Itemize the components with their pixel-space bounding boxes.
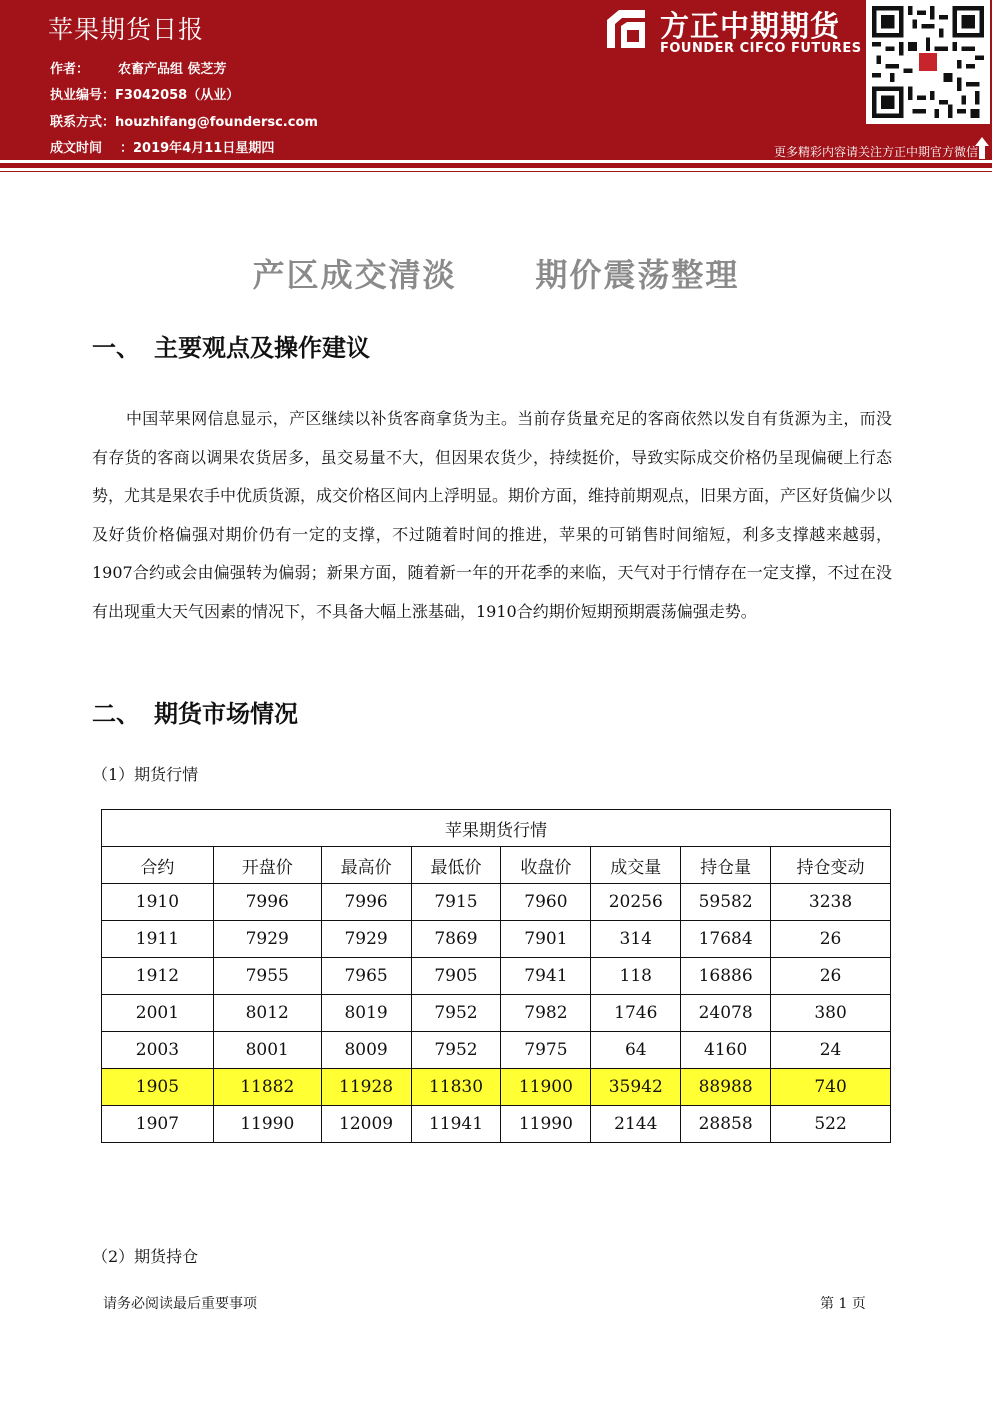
contact-email[interactable]: houzhifang@foundersc.com <box>115 115 318 130</box>
table-cell: 59582 <box>681 884 771 921</box>
table-row <box>102 921 891 958</box>
column-header: 收盘价 <box>501 847 591 884</box>
column-header: 成交量 <box>591 847 681 884</box>
table-cell: 24 <box>771 1032 891 1069</box>
contact-line <box>50 111 318 130</box>
table-cell: 8009 <box>321 1032 411 1069</box>
page-number: 第 1 页 <box>820 1296 866 1312</box>
author-label: 作者： <box>50 62 90 77</box>
table-cell: 7929 <box>213 921 321 958</box>
table-cell: 2144 <box>591 1106 681 1143</box>
arrow-up-icon <box>974 136 990 160</box>
follow-wechat-text: 更多精彩内容请关注方正中期官方微信 <box>773 145 978 159</box>
table-cell: 4160 <box>681 1032 771 1069</box>
table-cell: 88988 <box>681 1069 771 1106</box>
table-cell: 2001 <box>102 995 214 1032</box>
table-cell: 8012 <box>213 995 321 1032</box>
analysis-paragraph: 中国苹果网信息显示，产区继续以补货客商拿货为主。当前存货量充足的客商依然以发自有货源为主，而没有存货的客商以调果农货居多，虽交易量不大，但因果农货少，持续挺价，导致实际成交价格仍呈现偏硬上行态势，尤其是果农手中优质货源，成交价格区间内上浮明显。期价方面，维持前期观点，旧果方面，产区好货偏少以及好货价格偏强对期价仍有一定的支撑，不过随着时间的推进，苹果的可销售时间缩短，利多支撑越来越弱，1907合约或会由偏强转为偏弱；新果方面，随着新一年的开花季的来临，天气对于行情存在一定支撑，不过在没有出现重大天气因素的情况下，不具备大幅上涨基础，1910合约期价短期预期震荡偏强走势。 <box>92 409 893 621</box>
table-cell: 24078 <box>681 995 771 1032</box>
contact-label: 联系方式： <box>50 115 116 130</box>
license-label: 执业编号： <box>50 88 116 103</box>
table-cell: 28858 <box>681 1106 771 1143</box>
table-cell: 7960 <box>501 884 591 921</box>
table-row <box>102 995 891 1032</box>
column-header: 最低价 <box>411 847 501 884</box>
section-number: 一、 <box>92 334 140 362</box>
table-cell: 35942 <box>591 1069 681 1106</box>
table-cell: 7901 <box>501 921 591 958</box>
section-heading-1 <box>92 328 370 363</box>
table-cell: 1910 <box>102 884 214 921</box>
table-cell: 11941 <box>411 1106 501 1143</box>
table-cell: 7869 <box>411 921 501 958</box>
brand-name-cn: 方正中期期货 <box>660 9 841 43</box>
table-row <box>102 958 891 995</box>
table-caption: 苹果期货行情 <box>102 810 891 847</box>
table-cell: 8019 <box>321 995 411 1032</box>
section-heading-2 <box>92 694 298 729</box>
table-cell: 380 <box>771 995 891 1032</box>
section-title: 主要观点及操作建议 <box>154 334 370 362</box>
table-row <box>102 1106 891 1143</box>
table-cell: 740 <box>771 1069 891 1106</box>
table-cell: 64 <box>591 1032 681 1069</box>
table-cell: 11882 <box>213 1069 321 1106</box>
report-header <box>0 0 992 160</box>
author-value: 农畜产品组 侯芝芳 <box>118 62 227 77</box>
subsection-futures-positions: （2）期货持仓 <box>92 1247 199 1266</box>
table-cell: 11928 <box>321 1069 411 1106</box>
license-value: F3042058（从业） <box>115 88 240 103</box>
subsection-futures-quotes: （1）期货行情 <box>92 765 199 784</box>
table-cell: 1905 <box>102 1069 214 1106</box>
brand-name-en: FOUNDER CIFCO FUTURES <box>660 41 862 56</box>
table-cell: 1911 <box>102 921 214 958</box>
table-cell: 11900 <box>501 1069 591 1106</box>
table-cell: 11990 <box>213 1106 321 1143</box>
date-value: ：2019年4月11日星期四 <box>120 141 275 156</box>
table-cell: 7982 <box>501 995 591 1032</box>
table-cell: 12009 <box>321 1106 411 1143</box>
main-title: 产区成交清淡 期价震荡整理 <box>252 256 740 294</box>
report-title: 苹果期货日报 <box>48 15 205 44</box>
table-cell: 8001 <box>213 1032 321 1069</box>
table-caption-row <box>102 810 891 847</box>
column-header: 合约 <box>102 847 214 884</box>
license-line <box>50 84 239 103</box>
futures-quote-table <box>101 809 891 1143</box>
table-cell: 16886 <box>681 958 771 995</box>
qr-code-icon <box>866 0 990 124</box>
table-cell: 7952 <box>411 995 501 1032</box>
header-divider-thin <box>0 171 992 172</box>
table-cell: 522 <box>771 1106 891 1143</box>
date-label: 成文时间 <box>50 141 103 156</box>
table-cell: 2003 <box>102 1032 214 1069</box>
footer-notice: 请务必阅读最后重要事项 <box>103 1296 257 1312</box>
table-cell: 7952 <box>411 1032 501 1069</box>
column-header: 持仓变动 <box>771 847 891 884</box>
table-cell: 7996 <box>321 884 411 921</box>
table-cell: 3238 <box>771 884 891 921</box>
table-row <box>102 884 891 921</box>
section-number: 二、 <box>92 700 140 728</box>
table-cell: 1912 <box>102 958 214 995</box>
table-row <box>102 1032 891 1069</box>
header-divider-red <box>0 163 992 168</box>
table-cell: 118 <box>591 958 681 995</box>
table-row <box>102 1069 891 1106</box>
founder-logo-icon <box>605 8 647 50</box>
table-cell: 11830 <box>411 1069 501 1106</box>
section-title: 期货市场情况 <box>154 700 298 728</box>
table-cell: 7941 <box>501 958 591 995</box>
table-cell: 20256 <box>591 884 681 921</box>
table-cell: 1746 <box>591 995 681 1032</box>
table-cell: 1907 <box>102 1106 214 1143</box>
table-cell: 7929 <box>321 921 411 958</box>
column-header: 开盘价 <box>213 847 321 884</box>
table-cell: 7915 <box>411 884 501 921</box>
table-cell: 7965 <box>321 958 411 995</box>
table-cell: 26 <box>771 921 891 958</box>
table-cell: 7996 <box>213 884 321 921</box>
table-cell: 26 <box>771 958 891 995</box>
table-cell: 7955 <box>213 958 321 995</box>
table-header-row <box>102 847 891 884</box>
column-header: 持仓量 <box>681 847 771 884</box>
table-cell: 314 <box>591 921 681 958</box>
table-cell: 7905 <box>411 958 501 995</box>
table-cell: 17684 <box>681 921 771 958</box>
author-line <box>50 58 227 77</box>
column-header: 最高价 <box>321 847 411 884</box>
table-cell: 11990 <box>501 1106 591 1143</box>
table-cell: 7975 <box>501 1032 591 1069</box>
date-line <box>50 137 274 156</box>
